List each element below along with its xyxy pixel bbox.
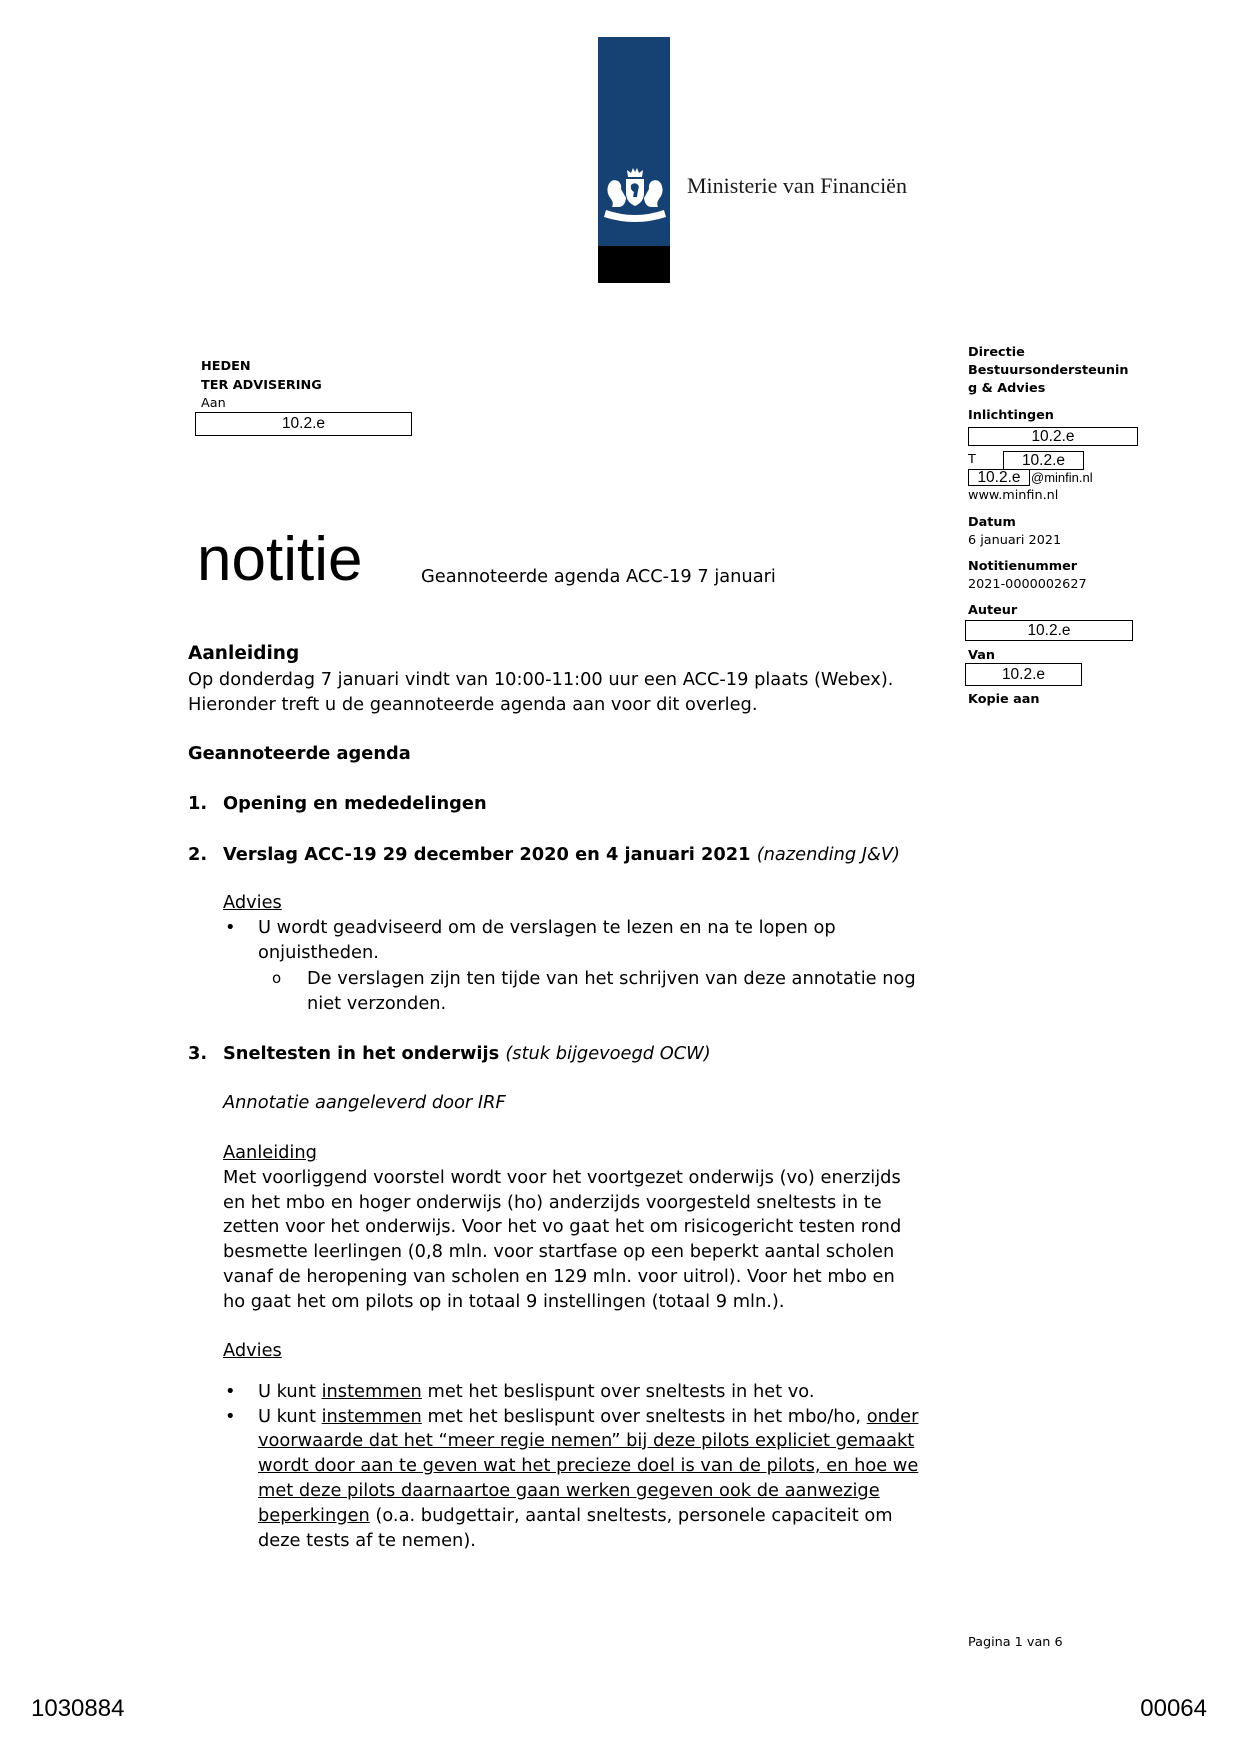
underlined-segment: instemmen	[321, 1381, 422, 1402]
agenda-item-number: 2.	[188, 844, 208, 865]
page-indicator: Pagina 1 van 6	[968, 1635, 1063, 1650]
aan-label: Aan	[201, 396, 226, 411]
aan-redacted-box: 10.2.e	[195, 412, 412, 436]
bullet-line: met deze pilots daarnaartoe gaan werken gegeven ook de aanwezige	[258, 1480, 880, 1501]
bullet-line: wordt door aan te geven wat het precieze doel is van de pilots, en hoe we	[258, 1455, 919, 1476]
directie-line2: Bestuursondersteunin	[968, 363, 1129, 378]
email-redacted-box: 10.2.e	[968, 469, 1030, 486]
inlichtingen-redacted-box: 10.2.e	[968, 427, 1138, 446]
sub-bullet-icon: o	[272, 969, 282, 987]
bullet-line: U wordt geadviseerd om de verslagen te lezen en na te lopen op	[258, 917, 836, 938]
paragraph-line: besmette leerlingen (0,8 mln. voor startfase op een beperkt aantal scholen	[223, 1241, 895, 1262]
intro-line: Hieronder treft u de geannoteerde agenda aan voor dit overleg.	[188, 694, 758, 715]
notitienummer-label: Notitienummer	[968, 559, 1078, 574]
auteur-label: Auteur	[968, 603, 1018, 618]
intro-heading: Aanleiding	[188, 643, 300, 664]
text-segment: met het beslispunt over sneltests in het vo.	[421, 1381, 815, 1402]
bullet-line	[258, 1404, 918, 1429]
recipient-heading-line1: HEDEN	[201, 359, 251, 374]
directie-line3: g & Advies	[968, 381, 1046, 396]
recipient-heading-line2: TER ADVISERING	[201, 378, 322, 393]
agenda-item-note: (stuk bijgevoegd OCW)	[505, 1043, 711, 1064]
paragraph-line: zetten voor het onderwijs. Voor het vo gaat het om risicogericht testen rond	[223, 1216, 902, 1237]
kopie-aan-label: Kopie aan	[968, 692, 1040, 707]
bullet-line: voorwaarde dat het “meer regie nemen” bij deze pilots expliciet gemaakt	[258, 1430, 915, 1451]
bullet-icon: •	[225, 1381, 236, 1402]
agenda-item-heading	[223, 842, 900, 867]
text-segment: met het beslispunt over sneltests in het mbo/ho,	[421, 1406, 867, 1427]
logo-ribbon-foot	[598, 246, 670, 283]
van-redacted-box: 10.2.e	[965, 663, 1082, 686]
text-segment: U kunt	[258, 1406, 322, 1427]
underlined-segment: instemmen	[321, 1406, 422, 1427]
ministry-name: Ministerie van Financiën	[687, 173, 907, 198]
paragraph-line: en het mbo en hoger onderwijs (ho) anderzijds voorgesteld sneltests in te	[223, 1192, 882, 1213]
datum-value: 6 januari 2021	[968, 533, 1062, 548]
paragraph-line: vanaf de heropening van scholen en 129 mln. voor uitrol). Voor het mbo en	[223, 1266, 895, 1287]
paragraph-line: Met voorliggend voorstel wordt voor het voortgezet onderwijs (vo) enerzijds	[223, 1167, 901, 1188]
agenda-item-title: Sneltesten in het onderwijs	[223, 1043, 500, 1064]
document-type-title: notitie	[197, 525, 363, 594]
datum-label: Datum	[968, 515, 1016, 530]
agenda-item-title: Opening en mededelingen	[223, 793, 487, 814]
phone-redacted-box: 10.2.e	[1003, 451, 1084, 470]
sub-bullet-line: De verslagen zijn ten tijde van het schrijven van deze annotatie nog	[307, 968, 916, 989]
directie-line1: Directie	[968, 345, 1025, 360]
document-number-left: 1030884	[31, 1695, 125, 1722]
annotation-source: Annotatie aangeleverd door IRF	[223, 1092, 506, 1113]
phone-label: T	[968, 452, 976, 467]
agenda-heading: Geannoteerde agenda	[188, 743, 411, 764]
bullet-line	[258, 1379, 815, 1404]
coat-of-arms-icon	[602, 166, 668, 224]
underlined-segment: beperkingen	[258, 1505, 370, 1526]
intro-line: Op donderdag 7 januari vindt van 10:00-11:00 uur een ACC-19 plaats (Webex).	[188, 669, 894, 690]
agenda-item-heading	[223, 1041, 711, 1066]
inlichtingen-label: Inlichtingen	[968, 408, 1054, 423]
bullet-icon: •	[225, 917, 236, 938]
underlined-segment: onder	[866, 1406, 919, 1427]
agenda-item-title: Verslag ACC-19 29 december 2020 en 4 januari 2021	[223, 844, 751, 865]
bullet-icon: •	[225, 1406, 236, 1427]
notitienummer-value: 2021-0000002627	[968, 577, 1087, 592]
paragraph-line: ho gaat het om pilots op in totaal 9 instellingen (totaal 9 mln.).	[223, 1291, 785, 1312]
bullet-line	[258, 1503, 893, 1528]
sub-bullet-line: niet verzonden.	[307, 993, 447, 1014]
agenda-item-note: (nazending J&V)	[756, 844, 900, 865]
email-domain: @minfin.nl	[1031, 470, 1093, 485]
document-number-right: 00064	[1140, 1695, 1207, 1722]
van-label: Van	[968, 648, 995, 663]
website: www.minfin.nl	[968, 488, 1059, 503]
bullet-line: deze tests af te nemen).	[258, 1530, 476, 1551]
advies-label: Advies	[223, 892, 282, 913]
bullet-line: onjuistheden.	[258, 942, 379, 963]
agenda-item-number: 3.	[188, 1043, 208, 1064]
text-segment: U kunt	[258, 1381, 322, 1402]
document-subject: Geannoteerde agenda ACC-19 7 januari	[421, 566, 776, 587]
auteur-redacted-box: 10.2.e	[965, 620, 1133, 641]
advies-label: Advies	[223, 1340, 282, 1361]
agenda-item-number: 1.	[188, 793, 208, 814]
text-segment: (o.a. budgettair, aantal sneltests, personele capaciteit om	[369, 1505, 893, 1526]
aanleiding-label: Aanleiding	[223, 1142, 317, 1163]
